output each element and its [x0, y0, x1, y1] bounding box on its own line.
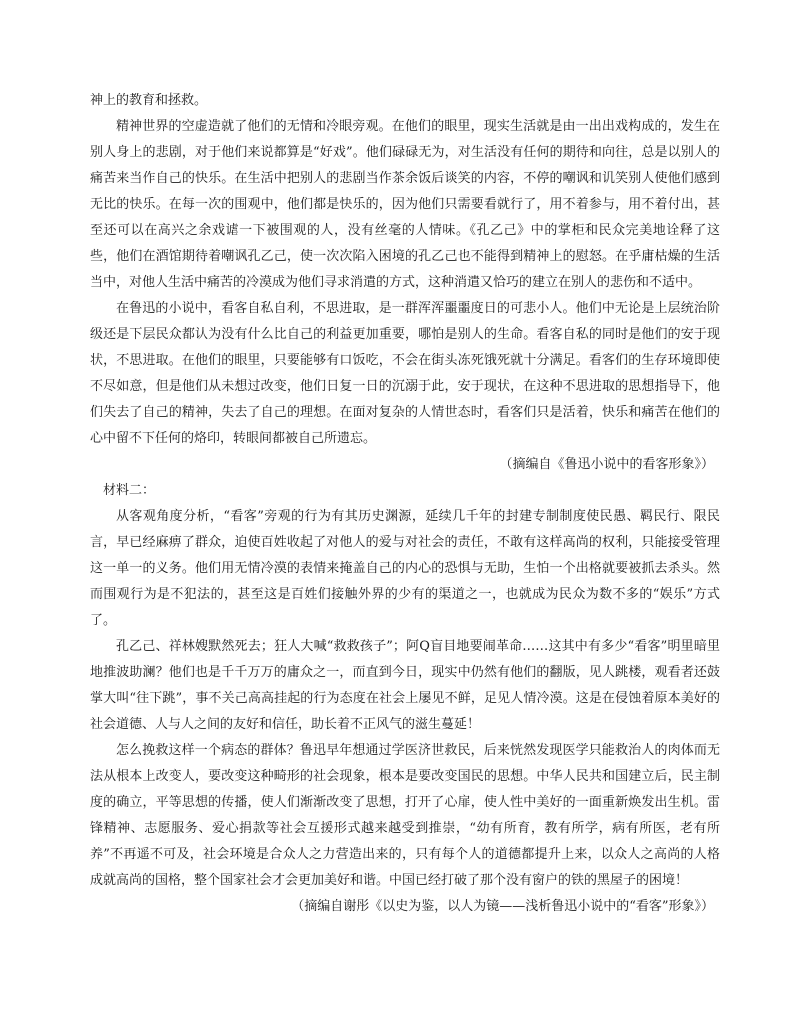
source-citation-1: （摘编自《鲁迅小说中的看客形象》）: [499, 457, 714, 472]
paragraph-remedy: 怎么挽救这样一个病态的群体？鲁迅早年想通过学医济世救民，后来恍然发现医学只能救治人的肉体而无法从根本上改变人，要改变这种畸形的社会现象，根本是要改变国民的思想。中华人民共和国建立后，民主制度的确立，平等思想的传播，使人们渐渐改变了思想，打开了心扉，使人性中美好的一面重新焕发出生机。雷锋精神、志愿服务、爱心捐款等社会互援形式越来越受到推崇，“幼有所育，教有所学，病有所医，老有所养”不再遥不可及，社会环境是合众人之力营造出来的，只有每个人的道德都提升上来，以众人之高尚的人格成就高尚的国格，整个国家社会才会更加美好和谐。中国已经打破了那个没有窗户的铁的黑屋子的困境！: [90, 743, 720, 888]
paragraph-continuation: 神上的教育和拯救。: [90, 93, 208, 108]
paragraph-spiritual-void: 精神世界的空虚造就了他们的无情和冷眼旁观。在他们的眼里，现实生活就是由一出出戏构成的，发生在别人身上的悲剧，对于他们来说都算是“好戏”。他们碌碌无为，对生活没有任何的期待和向往，总是以别人的痛苦来当作自己的快乐。在生活中把别人的悲剧当作茶余饭后谈笑的内容，不停的嘲讽和讥笑别人使他们感到无比的快乐。在每一次的围观中，他们都是快乐的，因为他们只需要看就行了，用不着参与，用不着付出，甚至还可以在高兴之余戏谑一下被围观的人，没有丝毫的人情味。《孔乙己》中的掌柜和民众完美地诠释了这些，他们在酒馆期待着嘲讽孔乙己，使一次次陷入困境的孔乙己也不能得到精神上的慰怒。在乎庸枯燥的生活当中，对他人生活中痛苦的冷漠成为他们寻求消遣的方式，这种消遣又恰巧的建立在别人的悲伤和不适中。: [90, 119, 720, 290]
paragraph-selfish-spectators: 在鲁迅的小说中，看客自私自利，不思进取，是一群浑浑噩噩度日的可悲小人。他们中无论是上层统治阶级还是下层民众都认为没有什么比自己的利益更加重要，哪怕是别人的生命。看客自私的同时是他们的安于现状，不思进取。在他们的眼里，只要能够有口饭吃，不会在街头冻死饿死就十分满足。看客们的生存环境即使不尽如意，但是他们从未想过改变，他们日复一日的沉溺于此，安于现状，在这种不思进取的思想指导下，他们失去了自己的精神，失去了自己的理想。在面对复杂的人情世态时，看客们只是活着，快乐和痛苦在他们的心中留不下任何的烙印，转眼间都被自己所遗忘。: [90, 301, 720, 446]
paragraph-bystander-examples: 孔乙己、祥林嫂默然死去；狂人大喊“救救孩子”；阿Q盲目地要闹革命……这其中有多少“看客”明里暗里地推波助澜？他们也是千千万万的庸众之一，而直到今日，现实中仍然有他们的翻版，见人跳楼，观看者还鼓掌大叫“往下跳”，事不关己高高挂起的行为态度在社会上屡见不鲜，足见人情冷漠。这是在侵蚀着原本美好的社会道德、人与人之间的友好和信任，助长着不正风气的滋生蔓延！: [90, 639, 720, 732]
material-two-label: 材料二：: [103, 483, 156, 498]
paragraph-historical-roots: 从客观角度分析，“看客”旁观的行为有其历史渊源，延续几千年的封建专制制度使民愚、羁民行、限民言，早已经麻痹了群众，迫使百姓收起了对他人的爱与对社会的责任，不敢有这样高尚的权利，只能接受管理这一单一的义务。他们用无情冷漠的表情来掩盖自己的内心的恐惧与无助，生怕一个出格就要被抓去杀头。然而围观行为是不犯法的，甚至这是百姓们接触外界的少有的渠道之一，也就成为民众为数不多的“娱乐”方式了。: [90, 509, 720, 628]
source-citation-2: （摘编自谢彤《以史为鉴，以人为镜——浅析鲁迅小说中的“看客”形象》）: [291, 899, 714, 914]
document-page: [90, 88, 720, 920]
